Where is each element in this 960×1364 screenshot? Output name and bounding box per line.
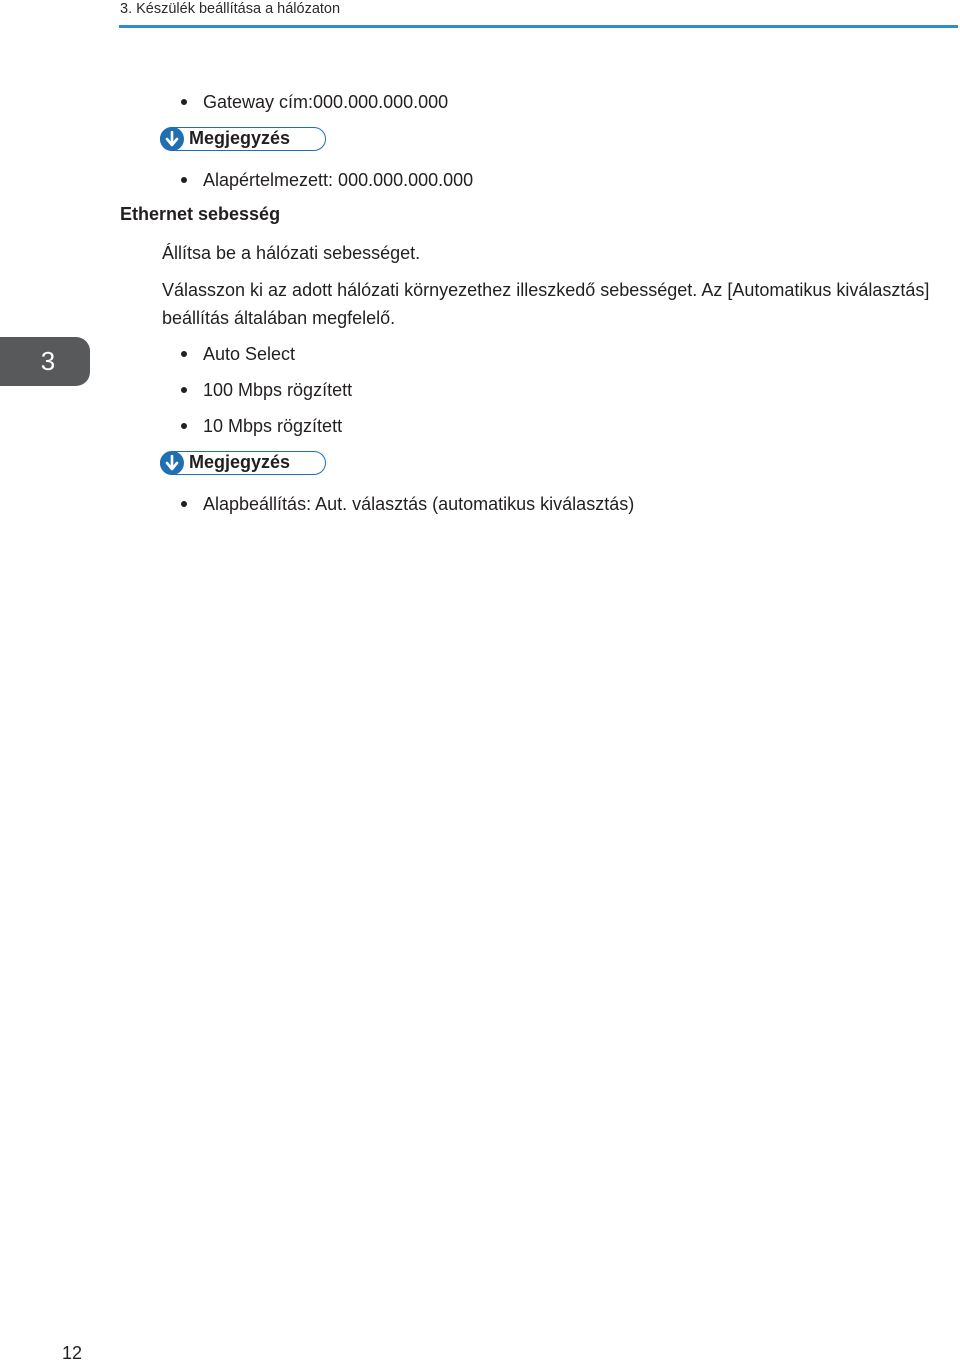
- note2-list-item: Alapbeállítás: Aut. választás (automatikus kiválasztás): [203, 494, 635, 514]
- gateway-list-item: Gateway cím:000.000.000.000: [203, 92, 449, 112]
- description-line-1: Válasszon ki az adott hálózati környezethez illeszkedő sebességet. Az [Automatikus kiválasztás]: [162, 280, 930, 300]
- down-arrow-icon: [160, 127, 184, 151]
- note-label-1: Megjegyzés: [189, 128, 291, 148]
- running-header: 3. Készülék beállítása a hálózaton: [120, 1, 341, 17]
- chapter-tab: [0, 337, 90, 386]
- chapter-number: 3: [40, 346, 56, 376]
- option-list-item: 100 Mbps rögzített: [203, 380, 353, 400]
- intro-paragraph: Állítsa be a hálózati sebességet.: [162, 243, 421, 263]
- description-line-2: beállítás általában megfelelő.: [162, 308, 396, 328]
- page-number: 12: [62, 1343, 83, 1363]
- header-rule: [119, 25, 958, 28]
- section-title: Ethernet sebesség: [120, 204, 281, 224]
- note-label-2: Megjegyzés: [189, 452, 291, 472]
- option-list-item: Auto Select: [203, 344, 296, 364]
- option-list-item: 10 Mbps rögzített: [203, 416, 343, 436]
- note-badge-2: [160, 451, 326, 475]
- note-badge-1: [160, 127, 326, 151]
- down-arrow-icon: [160, 451, 184, 475]
- note1-list-item: Alapértelmezett: 000.000.000.000: [203, 170, 474, 190]
